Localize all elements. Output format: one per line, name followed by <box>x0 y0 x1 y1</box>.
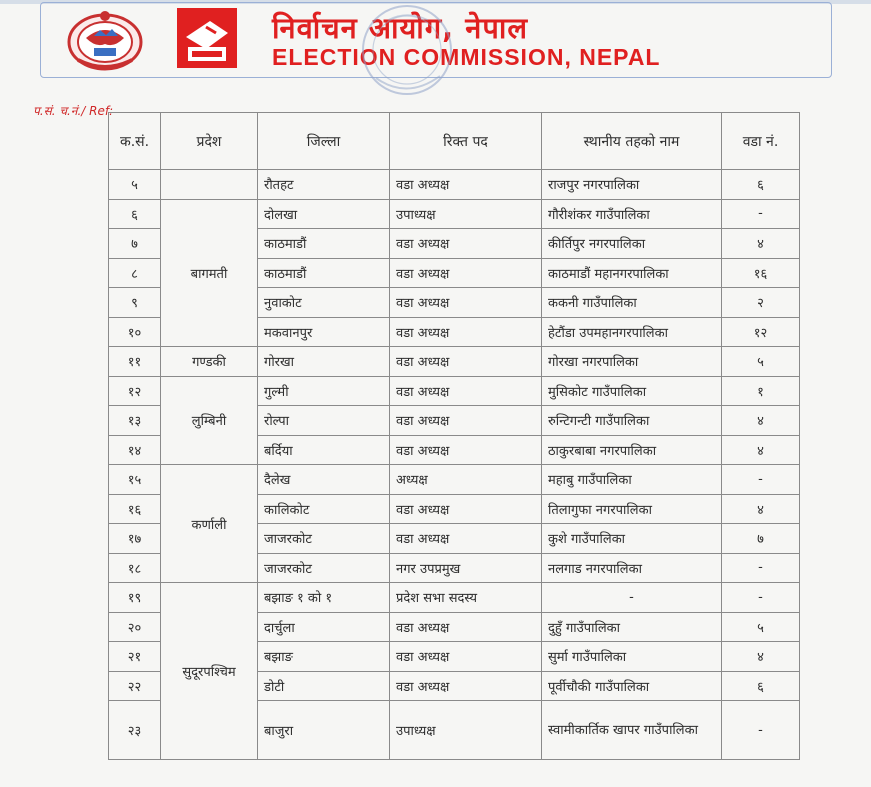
cell-serial: १२ <box>109 376 161 406</box>
cell-district: डोटी <box>258 671 390 701</box>
cell-district: दोलखा <box>258 199 390 229</box>
cell-ward: - <box>722 199 800 229</box>
cell-ward: ४ <box>722 406 800 436</box>
cell-ward: ४ <box>722 435 800 465</box>
cell-district: काठमाडौं <box>258 229 390 259</box>
cell-local-level: हेटौंडा उपमहानगरपालिका <box>542 317 722 347</box>
cell-ward: ४ <box>722 494 800 524</box>
cell-ward: - <box>722 701 800 760</box>
cell-local-level: तिलागुफा नगरपालिका <box>542 494 722 524</box>
cell-post: वडा अध्यक्ष <box>390 288 542 318</box>
cell-ward: १ <box>722 376 800 406</box>
cell-local-level: कीर्तिपुर नगरपालिका <box>542 229 722 259</box>
cell-post: वडा अध्यक्ष <box>390 671 542 701</box>
cell-province: कर्णाली <box>161 465 258 583</box>
cell-serial: २२ <box>109 671 161 701</box>
cell-post: वडा अध्यक्ष <box>390 642 542 672</box>
cell-ward: - <box>722 583 800 613</box>
table-row <box>109 376 800 406</box>
cell-ward: २ <box>722 288 800 318</box>
cell-serial: २० <box>109 612 161 642</box>
cell-ward: - <box>722 553 800 583</box>
cell-ward: ६ <box>722 671 800 701</box>
cell-district: काठमाडौं <box>258 258 390 288</box>
cell-province: सुदूरपश्चिम <box>161 583 258 760</box>
cell-serial: ७ <box>109 229 161 259</box>
cell-serial: १५ <box>109 465 161 495</box>
cell-ward: १६ <box>722 258 800 288</box>
cell-district: रौतहट <box>258 170 390 200</box>
cell-post: उपाध्यक्ष <box>390 701 542 760</box>
cell-post: वडा अध्यक्ष <box>390 406 542 436</box>
cell-ward: ५ <box>722 612 800 642</box>
cell-serial: १९ <box>109 583 161 613</box>
cell-district: रोल्पा <box>258 406 390 436</box>
table-row <box>109 347 800 377</box>
cell-province: लुम्बिनी <box>161 376 258 465</box>
cell-district: बाजुरा <box>258 701 390 760</box>
cell-district: दार्चुला <box>258 612 390 642</box>
table-row <box>109 170 800 200</box>
cell-district: गोरखा <box>258 347 390 377</box>
cell-local-level: सुर्मा गाउँपालिका <box>542 642 722 672</box>
cell-ward: ६ <box>722 170 800 200</box>
cell-post: उपाध्यक्ष <box>390 199 542 229</box>
header-title-nepali: निर्वाचन आयोग, नेपाल <box>272 11 528 45</box>
header-district: जिल्ला <box>258 113 390 170</box>
cell-ward: ५ <box>722 347 800 377</box>
cell-local-level: गोरखा नगरपालिका <box>542 347 722 377</box>
cell-local-level: मुसिकोट गाउँपालिका <box>542 376 722 406</box>
header-local-level: स्थानीय तहको नाम <box>542 113 722 170</box>
cell-ward: - <box>722 465 800 495</box>
cell-district: बर्दिया <box>258 435 390 465</box>
cell-serial: १३ <box>109 406 161 436</box>
cell-local-level: ठाकुरबाबा नगरपालिका <box>542 435 722 465</box>
cell-post: नगर उपप्रमुख <box>390 553 542 583</box>
nepal-emblem-icon <box>64 8 146 72</box>
cell-post: वडा अध्यक्ष <box>390 170 542 200</box>
cell-province-empty <box>161 170 258 200</box>
cell-post: अध्यक्ष <box>390 465 542 495</box>
table-row <box>109 465 800 495</box>
cell-district: बझाङ १ को १ <box>258 583 390 613</box>
cell-serial: २१ <box>109 642 161 672</box>
cell-post: वडा अध्यक्ष <box>390 612 542 642</box>
cell-post: प्रदेश सभा सदस्य <box>390 583 542 613</box>
cell-serial: १७ <box>109 524 161 554</box>
cell-post: वडा अध्यक्ष <box>390 494 542 524</box>
reference-number-label: प.सं. च.नं./ Ref: <box>33 104 114 118</box>
cell-district: मकवानपुर <box>258 317 390 347</box>
cell-district: नुवाकोट <box>258 288 390 318</box>
header-province: प्रदेश <box>161 113 258 170</box>
header-serial: क.सं. <box>109 113 161 170</box>
cell-district: कालिकोट <box>258 494 390 524</box>
cell-post: वडा अध्यक्ष <box>390 317 542 347</box>
cell-local-level: पूर्वीचौकी गाउँपालिका <box>542 671 722 701</box>
cell-serial: ९ <box>109 288 161 318</box>
cell-serial: ६ <box>109 199 161 229</box>
election-commission-logo-icon <box>176 7 238 69</box>
cell-local-level: कुशे गाउँपालिका <box>542 524 722 554</box>
cell-post: वडा अध्यक्ष <box>390 435 542 465</box>
cell-province: बागमती <box>161 199 258 347</box>
table-header-row <box>109 113 800 170</box>
cell-serial: १६ <box>109 494 161 524</box>
cell-local-level: दुहुँ गाउँपालिका <box>542 612 722 642</box>
cell-ward: ४ <box>722 229 800 259</box>
cell-serial: १८ <box>109 553 161 583</box>
cell-district: जाजरकोट <box>258 553 390 583</box>
cell-district: दैलेख <box>258 465 390 495</box>
header-ward-number: वडा नं. <box>722 113 800 170</box>
cell-serial: ५ <box>109 170 161 200</box>
cell-serial: २३ <box>109 701 161 760</box>
header-vacant-post: रिक्त पद <box>390 113 542 170</box>
cell-post: वडा अध्यक्ष <box>390 229 542 259</box>
cell-local-level: राजपुर नगरपालिका <box>542 170 722 200</box>
cell-local-level: काठमाडौं महानगरपालिका <box>542 258 722 288</box>
cell-local-level: ककनी गाउँपालिका <box>542 288 722 318</box>
cell-local-level: स्वामीकार्तिक खापर गाउँपालिका <box>542 701 722 760</box>
cell-ward: ७ <box>722 524 800 554</box>
cell-post: वडा अध्यक्ष <box>390 347 542 377</box>
cell-serial: १४ <box>109 435 161 465</box>
cell-district: गुल्मी <box>258 376 390 406</box>
cell-local-level: रुन्टिगन्टी गाउँपालिका <box>542 406 722 436</box>
cell-ward: १२ <box>722 317 800 347</box>
cell-local-level: गौरीशंकर गाउँपालिका <box>542 199 722 229</box>
header-title-english: ELECTION COMMISSION, NEPAL <box>272 44 661 70</box>
cell-post: वडा अध्यक्ष <box>390 258 542 288</box>
cell-district: जाजरकोट <box>258 524 390 554</box>
cell-local-level: महाबु गाउँपालिका <box>542 465 722 495</box>
vacant-posts-table <box>108 112 800 760</box>
cell-local-level: - <box>542 583 722 613</box>
cell-province: गण्डकी <box>161 347 258 377</box>
cell-ward: ४ <box>722 642 800 672</box>
cell-serial: ११ <box>109 347 161 377</box>
cell-post: वडा अध्यक्ष <box>390 524 542 554</box>
cell-serial: १० <box>109 317 161 347</box>
cell-serial: ८ <box>109 258 161 288</box>
office-stamp-icon <box>348 0 466 112</box>
cell-post: वडा अध्यक्ष <box>390 376 542 406</box>
cell-local-level: नलगाड नगरपालिका <box>542 553 722 583</box>
table-row <box>109 199 800 229</box>
cell-district: बझाङ <box>258 642 390 672</box>
table-row <box>109 583 800 613</box>
